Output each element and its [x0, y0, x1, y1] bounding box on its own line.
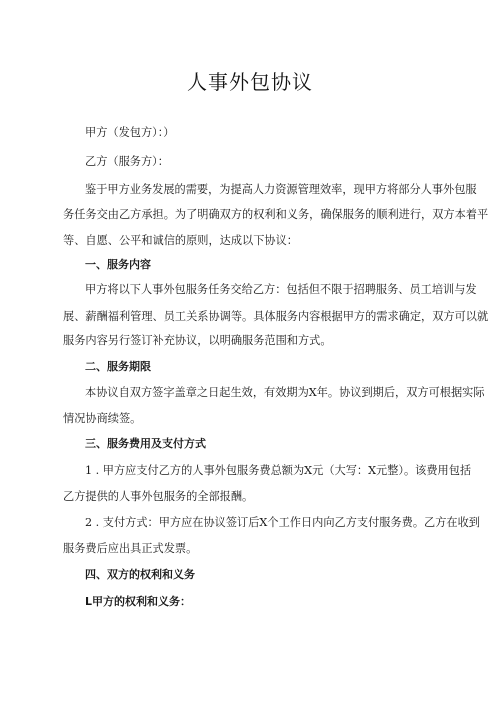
section-4-subheading-1: L甲方的权利和义务：	[85, 595, 192, 608]
section-3-item-2-line-2: 服务费后应出具正式发票。	[63, 542, 198, 555]
section-1-heading: 一、服务内容	[85, 258, 151, 271]
section-1-line-3: 服务内容另行签订补充协议，以明确服务范围和方式。	[63, 334, 332, 347]
section-2-line-1: 本协议自双方签字盖章之日起生效，有效期为X年。协议到期后，双方可根据实际	[85, 386, 485, 399]
section-1-line-1: 甲方将以下人事外包服务任务交给乙方：包括但不限于招聘服务、员工培训与发	[85, 283, 477, 296]
section-2-line-2: 情况协商续签。	[63, 412, 142, 425]
page-title: 人事外包协议	[187, 70, 313, 94]
intro-line-1: 鉴于甲方业务发展的需要，为提高人力资源管理效率，现甲方将部分人事外包服	[85, 183, 477, 196]
section-3-item-1-line-1: 1 . 甲方应支付乙方的人事外包服务费总额为X元（大写：X元整）。该费用包括	[85, 464, 472, 477]
section-1-line-2: 展、薪酬福利管理、员工关系协调等。具体服务内容根据甲方的需求确定，双方可以就	[63, 310, 489, 323]
party-b-line: 乙方（服务方）：	[85, 155, 169, 168]
section-3-item-1-line-2: 乙方提供的人事外包服务的全部报酬。	[63, 490, 254, 503]
section-4-heading: 四、双方的权利和义务	[85, 568, 195, 581]
intro-line-3: 等、自愿、公平和诚信的原则，达成以下协议：	[63, 234, 298, 247]
section-3-heading: 三、服务费用及支付方式	[85, 437, 206, 450]
section-2-heading: 二、服务期限	[85, 360, 151, 373]
section-3-item-2-line-1: 2 . 支付方式：甲方应在协议签订后X个工作日内向乙方支付服务费。乙方在收到	[85, 516, 480, 529]
intro-line-2: 务任务交由乙方承担。为了明确双方的权利和义务，确保服务的顺利进行，双方本着平	[63, 208, 489, 221]
party-a-line: 甲方（发包方）：）	[85, 126, 175, 139]
